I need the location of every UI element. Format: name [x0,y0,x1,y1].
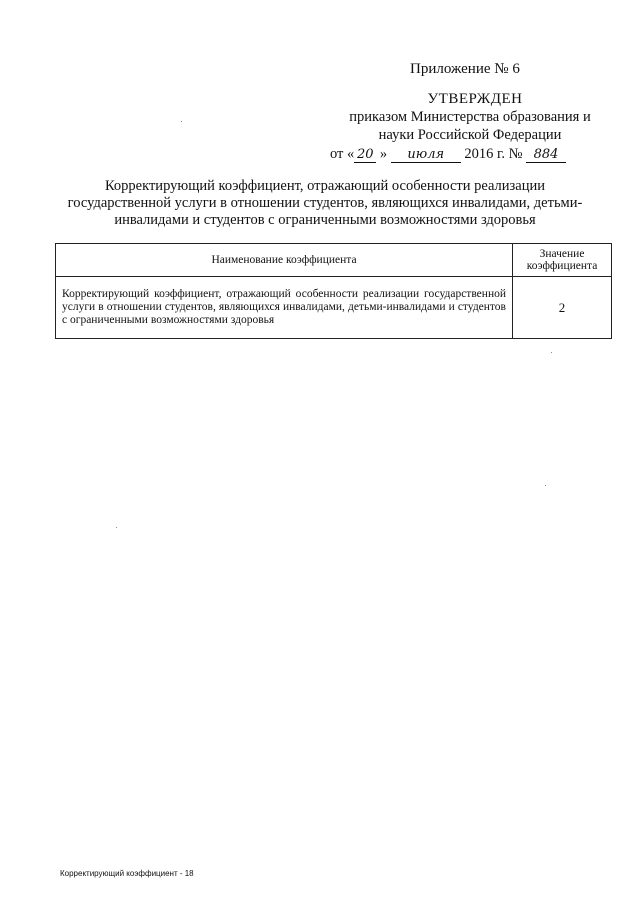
scan-speck [181,121,182,122]
order-line-1: приказом Министерства образования и [349,109,591,125]
scan-speck [551,352,552,353]
document-title: Корректирующий коэффициент, отражающий особенности реализации государственной услуги в отношении студентов, являющихся инвалидами, детьми-инвалидами и студентов с ограниченными возможностями здоровья [67,178,583,228]
coefficient-table [55,243,612,339]
date-year: 2016 г. № [464,146,523,162]
scan-speck [545,485,546,486]
date-prefix: от « [330,146,355,162]
table-row [56,277,612,339]
approval-block [330,90,610,163]
order-line-2: науки Российской Федерации [378,127,562,143]
scan-speck [116,527,117,528]
column-header-name: Наименование коэффициента [56,244,513,277]
annex-label: Приложение № 6 [410,61,520,77]
handwritten-month: июля [391,148,461,163]
table-header-row [56,244,612,277]
order-date-line [330,145,610,163]
column-header-value: Значение коэффициента [513,244,612,277]
coefficient-name-cell: Корректирующий коэффициент, отражающий особенности реализации государственной услуги в отношении студентов, являющихся инвалидами, детьми-инвалидами и студентов с ограниченными возможностями здоровья [56,277,513,339]
approved-heading: УТВЕРЖДЕН [427,91,523,107]
date-quote-close: » [379,146,388,162]
coefficient-value-cell: 2 [513,277,612,339]
handwritten-day: 20 [354,148,376,163]
page-footer: Корректирующий коэффициент - 18 [60,869,194,878]
handwritten-order-number: 884 [526,148,566,163]
